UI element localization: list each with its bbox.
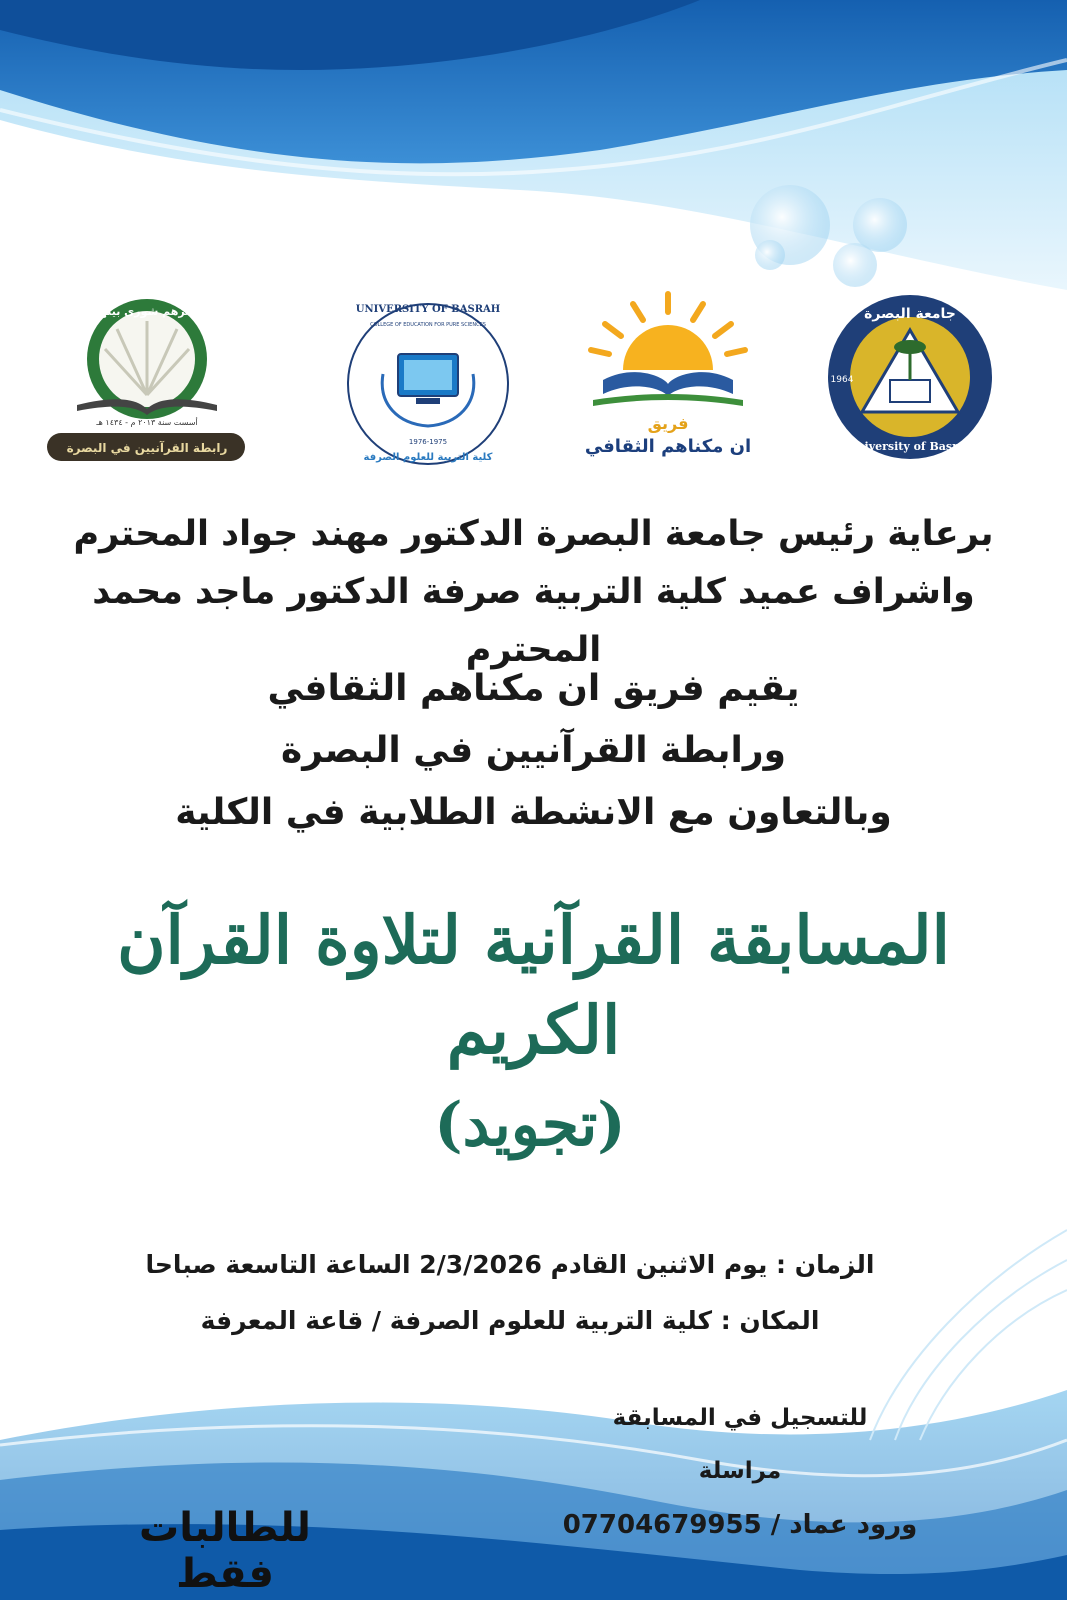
organizers-line-1: يقيم فريق ان مكناهم الثقافي (267, 668, 800, 709)
logo-arabic-name: جامعة البصرة (864, 306, 956, 322)
patronage-line-2: واشراف عميد كلية التربية صرفة الدكتور ماجد محمد المحترم (92, 572, 975, 670)
university-of-basrah-logo (820, 292, 1000, 462)
college-logo-year: 1976-1975 (408, 438, 448, 446)
event-time: الزمان : يوم الاثنين القادم 2/3/2026 الساعة التاسعة صباحا (145, 1250, 875, 1279)
college-of-education-logo (338, 294, 518, 474)
college-logo-college: COLLEGE OF EDUCATION FOR PURE SCIENCES (370, 322, 486, 328)
registration-line-2: مراسلة (698, 1458, 782, 1484)
event-place: المكان : كلية التربية للعلوم الصرفة / قاعة المعرفة (200, 1306, 820, 1335)
team-logo-line1: فريق (647, 414, 689, 433)
patronage-line-1: برعاية رئيس جامعة البصرة الدكتور مهند جواد المحترم (73, 514, 994, 554)
logo-year: 1964 (830, 375, 854, 385)
league-label: رابطة القرآنيين في البصرة (66, 441, 228, 455)
audience-label: للطالبات فقط (139, 1505, 311, 1597)
league-motto: وامرهم شورى بينهم (91, 305, 203, 318)
quranists-league-logo (47, 287, 247, 467)
competition-title: المسابقة القرآنية لتلاوة القرآن الكريم (117, 901, 950, 1069)
registration-contact: ورود عماد / 07704679955 (562, 1510, 918, 1540)
competition-subtitle: (تجويد) (434, 1090, 626, 1160)
team-logo-line2: ان مكناهم الثقافي (584, 436, 752, 457)
cultural-team-logo (563, 284, 773, 464)
organizers-line-2: ورابطة القرآنيين في البصرة (281, 730, 786, 771)
logo-english-name: University of Basrah (846, 440, 974, 453)
organizers-block (80, 658, 987, 844)
patronage-block (20, 505, 1047, 679)
league-founded: أسست سنة ٢٠١٣ م - ١٤٣٤ هـ (96, 418, 198, 427)
organizers-line-3: وبالتعاون مع الانشطة الطلابية في الكلية (175, 792, 892, 833)
registration-line-1: للتسجيل في المسابقة (612, 1405, 868, 1431)
college-logo-uni: UNIVERSITY OF BASRAH (355, 304, 501, 315)
college-logo-arabic: كلية التربية للعلوم الصرفة (363, 452, 493, 463)
